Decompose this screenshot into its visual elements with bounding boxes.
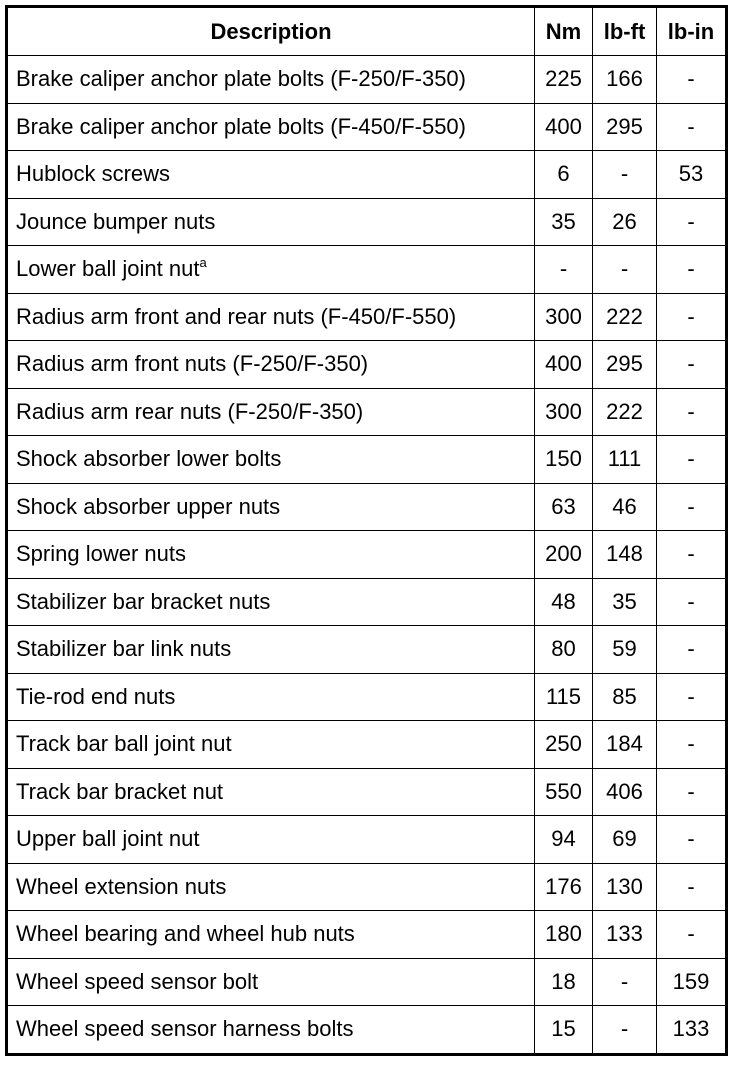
column-header-lbft: lb-ft (593, 7, 657, 56)
description-text: Wheel extension nuts (16, 873, 227, 899)
lbin-cell: - (657, 56, 727, 104)
description-cell (7, 103, 535, 151)
description-cell (7, 531, 535, 579)
table-row (7, 863, 727, 911)
lbft-cell: 295 (593, 103, 657, 151)
nm-cell: 115 (535, 673, 593, 721)
nm-cell: 18 (535, 958, 593, 1006)
description-cell (7, 483, 535, 531)
lbin-cell: - (657, 246, 727, 294)
lbft-cell: 133 (593, 911, 657, 959)
description-cell (7, 1006, 535, 1055)
description-text: Radius arm front and rear nuts (F-450/F-550) (16, 303, 457, 329)
description-cell (7, 721, 535, 769)
description-text: Brake caliper anchor plate bolts (F-250/F-350) (16, 66, 466, 92)
nm-cell: 550 (535, 768, 593, 816)
nm-cell: 400 (535, 341, 593, 389)
table-row (7, 151, 727, 199)
description-text: Tie-rod end nuts (16, 683, 176, 709)
nm-cell: 200 (535, 531, 593, 579)
lbin-cell: 133 (657, 1006, 727, 1055)
description-cell (7, 341, 535, 389)
description-cell (7, 198, 535, 246)
lbft-cell: 69 (593, 816, 657, 864)
lbin-cell: - (657, 721, 727, 769)
table-row (7, 626, 727, 674)
description-cell (7, 578, 535, 626)
description-text: Wheel speed sensor bolt (16, 968, 259, 994)
nm-cell: 15 (535, 1006, 593, 1055)
lbft-cell: 406 (593, 768, 657, 816)
description-cell (7, 673, 535, 721)
footnote-marker: a (199, 255, 207, 271)
description-text: Upper ball joint nut (16, 826, 200, 852)
nm-cell: 400 (535, 103, 593, 151)
lbin-cell: - (657, 436, 727, 484)
description-cell (7, 56, 535, 104)
column-header-lbin: lb-in (657, 7, 727, 56)
lbft-cell: - (593, 958, 657, 1006)
description-text: Track bar ball joint nut (16, 731, 232, 757)
table-row (7, 198, 727, 246)
nm-cell: 180 (535, 911, 593, 959)
lbft-cell: - (593, 1006, 657, 1055)
column-header-nm: Nm (535, 7, 593, 56)
lbft-cell: 184 (593, 721, 657, 769)
lbin-cell: 53 (657, 151, 727, 199)
lbft-cell: 59 (593, 626, 657, 674)
description-text: Jounce bumper nuts (16, 208, 216, 234)
lbin-cell: - (657, 626, 727, 674)
description-cell (7, 388, 535, 436)
nm-cell: 225 (535, 56, 593, 104)
nm-cell: 94 (535, 816, 593, 864)
table-body (7, 56, 727, 1055)
lbin-cell: - (657, 483, 727, 531)
description-cell (7, 816, 535, 864)
description-text: Track bar bracket nut (16, 778, 224, 804)
nm-cell: 48 (535, 578, 593, 626)
table-row (7, 531, 727, 579)
torque-spec-table-container (5, 5, 728, 1056)
table-row (7, 56, 727, 104)
lbft-cell: 111 (593, 436, 657, 484)
lbft-cell: 222 (593, 293, 657, 341)
nm-cell: 176 (535, 863, 593, 911)
lbin-cell: - (657, 103, 727, 151)
table-row (7, 816, 727, 864)
lbft-cell: 26 (593, 198, 657, 246)
lbft-cell: 222 (593, 388, 657, 436)
nm-cell: 300 (535, 293, 593, 341)
lbin-cell: - (657, 816, 727, 864)
lbft-cell: - (593, 151, 657, 199)
nm-cell: 6 (535, 151, 593, 199)
lbft-cell: 295 (593, 341, 657, 389)
table-row (7, 1006, 727, 1055)
lbin-cell: - (657, 911, 727, 959)
column-header-description: Description (7, 7, 535, 56)
table-header-row (7, 7, 727, 56)
description-text: Stabilizer bar link nuts (16, 636, 232, 662)
lbin-cell: - (657, 863, 727, 911)
table-row (7, 768, 727, 816)
lbin-cell: - (657, 198, 727, 246)
description-cell (7, 151, 535, 199)
nm-cell: 150 (535, 436, 593, 484)
nm-cell: - (535, 246, 593, 294)
description-cell (7, 768, 535, 816)
table-row (7, 673, 727, 721)
lbin-cell: - (657, 768, 727, 816)
nm-cell: 35 (535, 198, 593, 246)
table-row (7, 341, 727, 389)
table-row (7, 911, 727, 959)
description-text: Brake caliper anchor plate bolts (F-450/F-550) (16, 113, 466, 139)
lbft-cell: 130 (593, 863, 657, 911)
lbft-cell: 46 (593, 483, 657, 531)
description-text: Lower ball joint nut (16, 256, 200, 282)
nm-cell: 80 (535, 626, 593, 674)
table-row (7, 103, 727, 151)
description-cell (7, 863, 535, 911)
description-text: Radius arm rear nuts (F-250/F-350) (16, 398, 364, 424)
description-cell (7, 293, 535, 341)
table-row (7, 721, 727, 769)
description-text: Shock absorber lower bolts (16, 446, 282, 472)
description-text: Radius arm front nuts (F-250/F-350) (16, 351, 369, 377)
table-row (7, 958, 727, 1006)
nm-cell: 250 (535, 721, 593, 769)
nm-cell: 63 (535, 483, 593, 531)
table-row (7, 436, 727, 484)
lbft-cell: 85 (593, 673, 657, 721)
description-text: Stabilizer bar bracket nuts (16, 588, 271, 614)
description-cell (7, 911, 535, 959)
lbft-cell: 166 (593, 56, 657, 104)
table-row (7, 246, 727, 294)
lbft-cell: 148 (593, 531, 657, 579)
description-text: Shock absorber upper nuts (16, 493, 281, 519)
torque-spec-table (5, 5, 728, 1056)
table-row (7, 578, 727, 626)
lbin-cell: - (657, 578, 727, 626)
lbin-cell: - (657, 673, 727, 721)
description-text: Hublock screws (16, 161, 171, 187)
description-text: Wheel speed sensor harness bolts (16, 1016, 354, 1042)
nm-cell: 300 (535, 388, 593, 436)
lbin-cell: - (657, 341, 727, 389)
description-text: Wheel bearing and wheel hub nuts (16, 921, 355, 947)
lbin-cell: - (657, 293, 727, 341)
lbft-cell: 35 (593, 578, 657, 626)
description-cell (7, 436, 535, 484)
description-text: Spring lower nuts (16, 541, 186, 567)
lbft-cell: - (593, 246, 657, 294)
table-row (7, 388, 727, 436)
description-cell (7, 958, 535, 1006)
table-row (7, 293, 727, 341)
description-cell (7, 246, 535, 294)
lbin-cell: - (657, 388, 727, 436)
table-row (7, 483, 727, 531)
lbin-cell: - (657, 531, 727, 579)
description-cell (7, 626, 535, 674)
lbin-cell: 159 (657, 958, 727, 1006)
